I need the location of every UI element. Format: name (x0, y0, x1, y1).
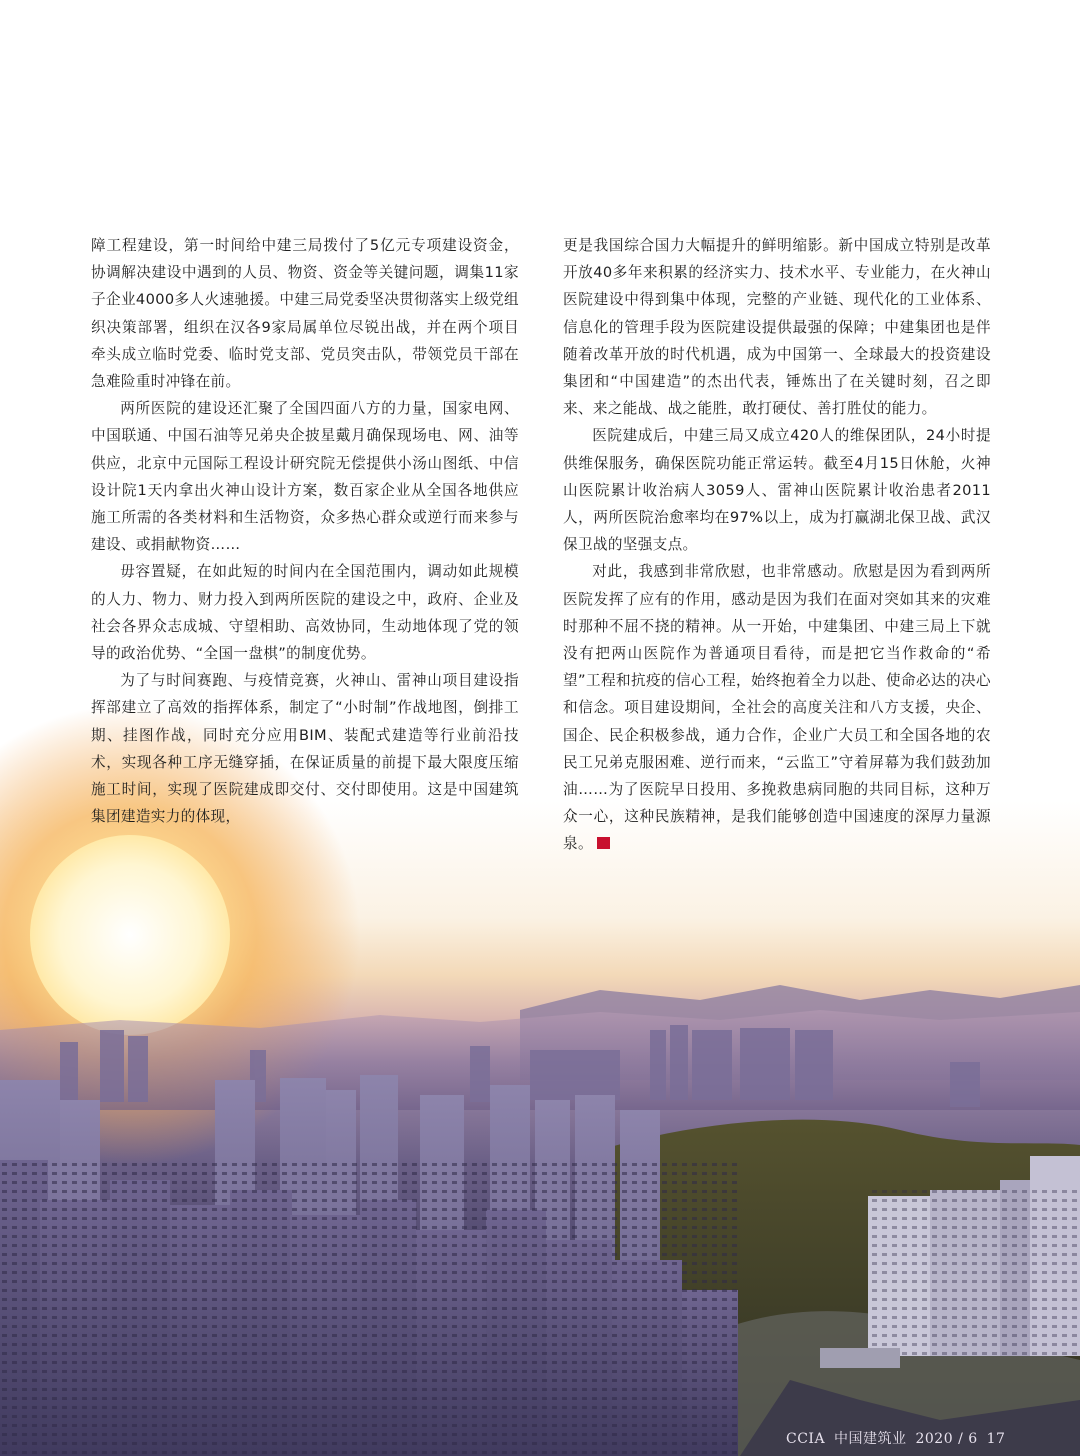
paragraph: 障工程建设，第一时间给中建三局拨付了5亿元专项建设资金，协调解决建设中遇到的人员、物资、资金等关键问题，调集11家子企业4000多人火速驰援。中建三局党委坚决贯彻落实上级党组织决策部署，组织在汉各9家局属单位尽锐出战，并在两个项目牵头成立临时党委、临时党支部、党员突击队，带领党员干部在急难险重时冲锋在前。 (91, 237, 519, 391)
paragraph: 为了与时间赛跑、与疫情竞赛，火神山、雷神山项目建设指挥部建立了高效的指挥体系，制定了“小时制”作战地图，倒排工期、挂图作战，同时充分应用BIM、装配式建造等行业前沿技术，实现各种工序无缝穿插，在保证质量的前提下最大限度压缩施工时间，实现了医院建成即交付、交付即使用。这是中国建筑集团建造实力的体现， (91, 672, 519, 826)
paragraph: 更是我国综合国力大幅提升的鲜明缩影。新中国成立特别是改革开放40多年来积累的经济实力、技术水平、专业能力，在火神山医院建设中得到集中体现，完整的产业链、现代化的工业体系、信息化的管理手段为医院建设提供最强的保障；中建集团也是伴随着改革开放的时代机遇，成为中国第一、全球最大的投资建设集团和“中国建造”的杰出代表，锤炼出了在关键时刻，召之即来、来之能战、战之能胜，敢打硬仗、善打胜仗的能力。 (563, 237, 991, 418)
article-end-mark (597, 837, 610, 849)
page-number: 17 (986, 1431, 1006, 1447)
article-left-column (91, 232, 519, 830)
article-right-column (563, 232, 991, 858)
paragraph: 两所医院的建设还汇聚了全国四面八方的力量，国家电网、中国联通、中国石油等兄弟央企披星戴月确保现场电、网、油等供应，北京中元国际工程设计研究院无偿提供小汤山图纸、中信设计院1天内拿出火神山设计方案，数百家企业从全国各地供应施工所需的各类材料和生活物资，众多热心群众或逆行而来参与建设、或捐献物资…… (91, 400, 519, 554)
paragraph (563, 558, 991, 857)
page-folio (786, 1428, 1009, 1448)
issue-number: 2020 / 6 (915, 1431, 978, 1447)
paragraph: 毋容置疑，在如此短的时间内在全国范围内，调动如此规模的人力、物力、财力投入到两所医院的建设之中，政府、企业及社会各界众志成城、守望相助、高效协同，生动地体现了党的领导的政治优势、“全国一盘棋”的制度优势。 (91, 563, 519, 663)
paragraph: 医院建成后，中建三局又成立420人的维保团队，24小时提供维保服务，确保医院功能正常运转。截至4月15日休舱，火神山医院累计收治病人3059人、雷神山医院累计收治患者2011人，两所医院治愈率均在97%以上，成为打赢湖北保卫战、武汉保卫战的坚强支点。 (563, 427, 991, 554)
publication-abbrev: CCIA (786, 1431, 826, 1447)
paragraph-text: 对此，我感到非常欣慰，也非常感动。欣慰是因为看到两所医院发挥了应有的作用，感动是因为我们在面对突如其来的灾难时那种不屈不挠的精神。从一开始，中建集团、中建三局上下就没有把两山医院作为普通项目看待，而是把它当作救命的“希望”工程和抗疫的信心工程，始终抱着全力以赴、使命必达的决心和信念。项目建设期间，全社会的高度关注和八方支援，央企、国企、民企积极参战，通力合作，企业广大员工和全国各地的农民工兄弟克服困难、逆行而来，“云监工”守着屏幕为我们鼓劲加油……为了医院早日投用、多挽救患病同胞的共同目标，这种万众一心，这种民族精神，是我们能够创造中国速度的深厚力量源泉。 (563, 563, 991, 853)
magazine-title: 中国建筑业 (834, 1431, 907, 1447)
